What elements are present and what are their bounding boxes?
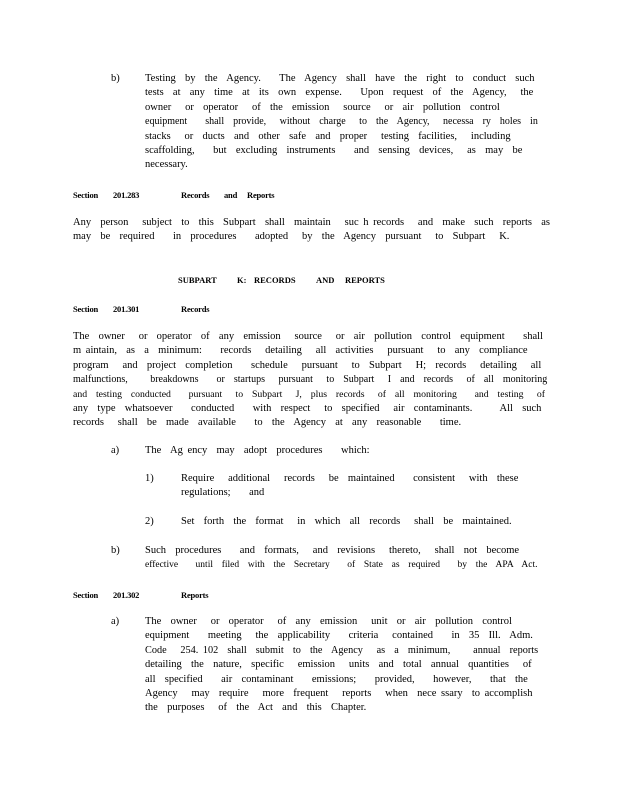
- text-line: any type whatsoever conducted with respect to specified air contaminants. All such: [73, 403, 542, 415]
- subpart-title-part: AND: [316, 275, 335, 285]
- text-line: may be required in procedures adopted by the Agency pursuant to Subpart K.: [73, 231, 510, 243]
- subpart-word: SUBPART: [178, 275, 217, 285]
- item-a-text: [145, 444, 545, 458]
- text-line: program and project completion schedule pursuant to Subpart H; records detailing all: [73, 359, 542, 371]
- section-number: 201.283: [113, 190, 140, 200]
- section-word: Section: [73, 304, 99, 314]
- subpart-title-part: REPORTS: [345, 275, 385, 285]
- subpart-letter: K:: [237, 275, 247, 285]
- section-283-paragraph: [73, 216, 553, 245]
- text-line: equipment meeting the applicability criteria contained in 35 Ill. Adm.: [145, 630, 533, 642]
- section-word: Section: [73, 190, 99, 200]
- text-line: necessary.: [145, 159, 188, 171]
- section-302-item-a-text: [145, 615, 545, 716]
- text-line: Any person subject to this Subpart shall maintain suc h records and make such reports as: [73, 217, 550, 228]
- text-line: m aintain, as a minimum: records detailing all activities pursuant to any compliance: [73, 345, 528, 357]
- text-line: malfunctions, breakdowns or startups pursuant to Subpart I and records of all monitoring: [73, 374, 548, 386]
- section-title-part: Records: [181, 190, 210, 200]
- text-line: the purposes of the Act and this Chapter.: [145, 702, 367, 714]
- text-line: tests at any time at its own expense. Upon request of the Agency, the: [145, 87, 534, 99]
- item-label: a): [111, 616, 120, 627]
- text-line: Testing by the Agency. The Agency shall have the right to conduct such: [145, 73, 535, 84]
- text-line: records shall be made available to the Agency at any reasonable time.: [73, 417, 462, 429]
- text-line: Require additional records be maintained consistent with these: [181, 473, 519, 484]
- testing-paragraph: [145, 72, 545, 173]
- item-label: 2): [145, 516, 154, 527]
- item-label: 1): [145, 473, 154, 484]
- text-line: equipment shall provide, without charge to the Agency, necessa ry holes in: [145, 116, 538, 128]
- text-line: Agency may require more frequent reports when nece ssary to accomplish: [145, 688, 533, 700]
- text-line: scaffolding, but excluding instruments and sensing devices, as may be: [145, 145, 523, 157]
- text-line: and testing conducted pursuant to Subpart J, plus records of all monitoring and testing of: [73, 388, 545, 400]
- text-line: The Ag ency may adopt procedures which:: [145, 445, 370, 456]
- text-line: The owner or operator of any emission unit or air pollution control: [145, 616, 512, 627]
- text-line: stacks or ducts and other safe and proper testing facilities, including: [145, 130, 511, 142]
- section-word: Section: [73, 590, 99, 600]
- item-1-text: [181, 472, 541, 501]
- section-title: Records: [181, 304, 210, 314]
- item-label: b): [111, 73, 120, 84]
- item-label: b): [111, 545, 120, 556]
- text-line: detailing the nature, specific emission units and total annual quantities of: [145, 659, 532, 671]
- text-line: effective until filed with the Secretary of State as required by the APA Act.: [145, 560, 538, 571]
- section-number: 201.301: [113, 304, 140, 314]
- text-line: owner or operator of the emission source or air pollution control: [145, 101, 500, 113]
- item-b-text: [145, 544, 545, 573]
- subpart-title-part: RECORDS: [254, 275, 296, 285]
- section-301-paragraph: [73, 330, 553, 431]
- section-title-part: Reports: [247, 190, 275, 200]
- text-line: regulations; and: [181, 487, 265, 499]
- text-line: all specified air contaminant emissions; provided, however, that the: [145, 673, 528, 685]
- item-label: a): [111, 445, 120, 456]
- text-line: Set forth the format in which all records shall be maintained.: [181, 516, 512, 527]
- text-line: Code 254. 102 shall submit to the Agency as a minimum, annual reports: [145, 644, 539, 656]
- section-title-part: and: [224, 190, 238, 200]
- item-2-text: [181, 515, 541, 529]
- section-title: Reports: [181, 590, 209, 600]
- text-line: Such procedures and formats, and revisions thereto, shall not become: [145, 545, 520, 556]
- section-number: 201.302: [113, 590, 140, 600]
- text-line: The owner or operator of any emission source or air pollution control equipment shall: [73, 331, 543, 342]
